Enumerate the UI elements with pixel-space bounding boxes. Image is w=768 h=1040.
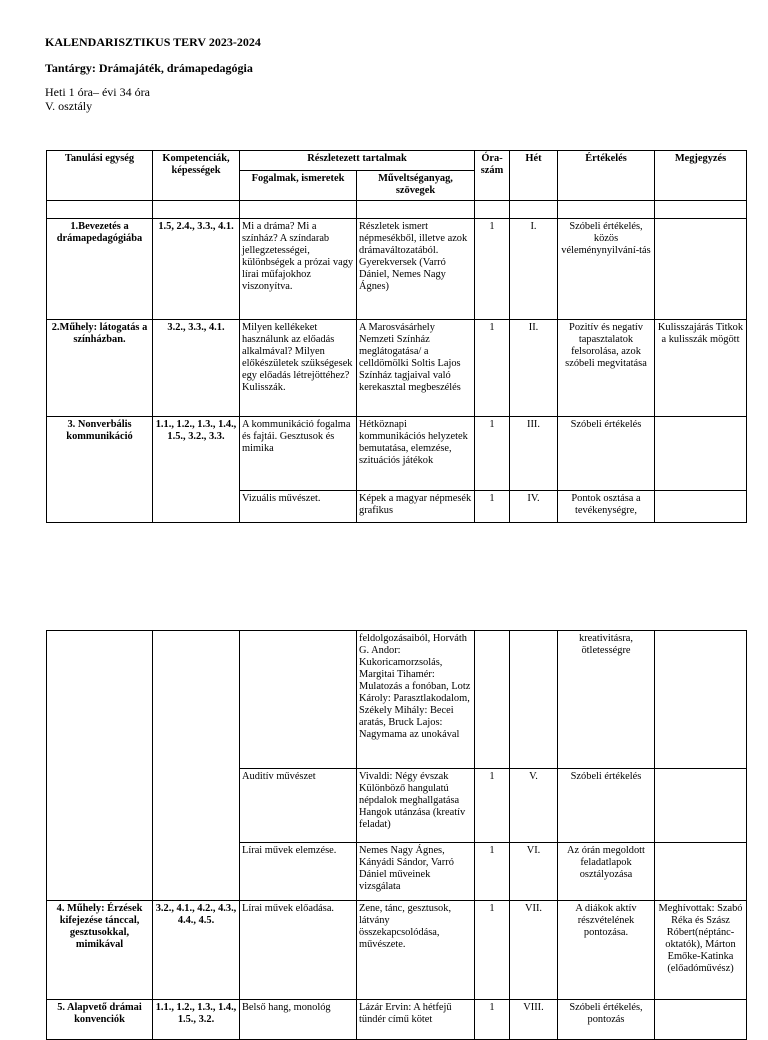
unit-cell: 1.Bevezetés a drámapedagógiába [47, 219, 153, 320]
materials-cell: Részletek ismert népmesékből, illetve azok drámaváltozatából. Gyerekversek (Varró Dániel, Nemes Nagy Ágnes) [357, 219, 475, 320]
competencies-cell: 1.5, 2.4., 3.3., 4.1. [153, 219, 240, 320]
curriculum-table-continued [46, 630, 747, 1040]
table-row [47, 219, 747, 320]
materials-cell: Lázár Ervin: A hétfejű tündér című kötet [357, 1000, 475, 1040]
materials-cell: Hétköznapi kommunikációs helyzetek bemutatása, elemzése, szituációs játékok [357, 417, 475, 491]
concepts-cell: Auditív művészet [240, 769, 357, 843]
unit-cell: 4. Műhely: Érzések kifejezése tánccal, gesztusokkal, mimikával [47, 901, 153, 1000]
col-header-evaluation: Értékelés [558, 151, 655, 201]
unit-cell [47, 631, 153, 901]
materials-cell: Zene, tánc, gesztusok, látvány összekapcsolódása, művészete. [357, 901, 475, 1000]
week-cell: III. [510, 417, 558, 491]
hours-cell: 1 [475, 320, 510, 417]
evaluation-cell: Szóbeli értékelés, közös véleménynyilvání-tás [558, 219, 655, 320]
week-cell: II. [510, 320, 558, 417]
concepts-cell: Lírai művek előadása. [240, 901, 357, 1000]
evaluation-cell: Szóbeli értékelés [558, 417, 655, 491]
grade-line: V. osztály [45, 99, 93, 113]
concepts-cell: Milyen kellékeket használunk az előadás alkalmával? Milyen előkészületek szükségesek egy előadás létrejöttéhez? Kulisszák. [240, 320, 357, 417]
hours-cell: 1 [475, 417, 510, 491]
materials-cell: feldolgozásaiból, Horváth G. Andor: Kukoricamorzsolás, Margitai Tihamér: Mulatozás a fonóban, Lotz Károly: Parasztlakodalom, Székely Mihály: Becei aratás, Bruck Lajos: Nagymama az unokával [357, 631, 475, 769]
unit-cell: 5. Alapvető drámai konvenciók [47, 1000, 153, 1040]
hours-line: Heti 1 óra– évi 34 óra [45, 85, 150, 99]
concepts-cell: Mi a dráma? Mi a színház? A színdarab jellegzetességei, különbségek a prózai vagy lírai műfajokhoz viszonyítva. [240, 219, 357, 320]
spacer-row [47, 201, 747, 219]
competencies-cell: 1.1., 1.2., 1.3., 1.4., 1.5., 3.2., 3.3. [153, 417, 240, 523]
unit-cell: 2.Műhely: látogatás a színházban. [47, 320, 153, 417]
notes-cell: Meghívottak: Szabó Réka és Szász Róbert(néptánc-oktatók), Márton Emőke-Katinka (előadóművész) [655, 901, 747, 1000]
notes-cell [655, 1000, 747, 1040]
subject-line: Tantárgy: Drámajáték, drámapedagógia [45, 61, 253, 75]
table-row [47, 1000, 747, 1040]
evaluation-cell: Az órán megoldott feladatlapok osztályozása [558, 843, 655, 901]
table-row [47, 631, 747, 769]
col-header-hours: Óra- szám [475, 151, 510, 201]
competencies-cell [153, 631, 240, 901]
notes-cell [655, 631, 747, 769]
document-title: KALENDARISZTIKUS TERV 2023-2024 [45, 35, 261, 49]
materials-cell: Vivaldi: Négy évszak Különböző hangulatú népdalok meghallgatása Hangok utánzása (kreatív feladat) [357, 769, 475, 843]
col-header-concepts: Fogalmak, ismeretek [240, 171, 357, 201]
notes-cell [655, 843, 747, 901]
evaluation-cell: A diákok aktív részvételének pontozása. [558, 901, 655, 1000]
hours-cell: 1 [475, 901, 510, 1000]
competencies-cell: 3.2., 4.1., 4.2., 4.3., 4.4., 4.5. [153, 901, 240, 1000]
col-header-competencies: Kompetenciák, képességek [153, 151, 240, 201]
notes-cell [655, 219, 747, 320]
evaluation-cell: Pozitív és negatív tapasztalatok felsorolása, azok szóbeli megvitatása [558, 320, 655, 417]
week-cell: IV. [510, 491, 558, 523]
col-header-notes: Megjegyzés [655, 151, 747, 201]
curriculum-table [46, 150, 747, 523]
col-header-unit: Tanulási egység [47, 151, 153, 201]
hours-cell: 1 [475, 491, 510, 523]
hours-cell: 1 [475, 769, 510, 843]
competencies-cell: 1.1., 1.2., 1.3., 1.4., 1.5., 3.2. [153, 1000, 240, 1040]
hours-cell: 1 [475, 1000, 510, 1040]
evaluation-cell: kreativitásra, ötletességre [558, 631, 655, 769]
evaluation-cell: Szóbeli értékelés, pontozás [558, 1000, 655, 1040]
materials-cell: A Marosvásárhely Nemzeti Színház meglátogatása/ a celldömölki Soltis Lajos Színház tagjaival való kerekasztal megbeszélés [357, 320, 475, 417]
evaluation-cell: Pontok osztása a tevékenységre, [558, 491, 655, 523]
col-header-details: Részletezett tartalmak [240, 151, 475, 171]
notes-cell [655, 491, 747, 523]
week-cell: V. [510, 769, 558, 843]
table-row [47, 320, 747, 417]
hours-cell [475, 631, 510, 769]
week-cell [510, 631, 558, 769]
table-row [47, 901, 747, 1000]
concepts-cell [240, 631, 357, 769]
col-header-materials: Műveltséganyag, szövegek [357, 171, 475, 201]
evaluation-cell: Szóbeli értékelés [558, 769, 655, 843]
hours-cell: 1 [475, 843, 510, 901]
week-cell: VI. [510, 843, 558, 901]
concepts-cell: A kommunikáció fogalma és fajtái. Gesztusok és mimika [240, 417, 357, 491]
concepts-cell: Belső hang, monológ [240, 1000, 357, 1040]
hours-cell: 1 [475, 219, 510, 320]
competencies-cell: 3.2., 3.3., 4.1. [153, 320, 240, 417]
notes-cell [655, 769, 747, 843]
materials-cell: Képek a magyar népmesék grafikus [357, 491, 475, 523]
concepts-cell: Lírai művek elemzése. [240, 843, 357, 901]
materials-cell: Nemes Nagy Ágnes, Kányádi Sándor, Varró Dániel műveinek vizsgálata [357, 843, 475, 901]
unit-cell: 3. Nonverbális kommunikáció [47, 417, 153, 523]
table-row [47, 417, 747, 491]
concepts-cell: Vizuális művészet. [240, 491, 357, 523]
week-cell: I. [510, 219, 558, 320]
week-cell: VIII. [510, 1000, 558, 1040]
week-cell: VII. [510, 901, 558, 1000]
col-header-week: Hét [510, 151, 558, 201]
notes-cell [655, 417, 747, 491]
notes-cell: Kulisszajárás Titkok a kulisszák mögött [655, 320, 747, 417]
